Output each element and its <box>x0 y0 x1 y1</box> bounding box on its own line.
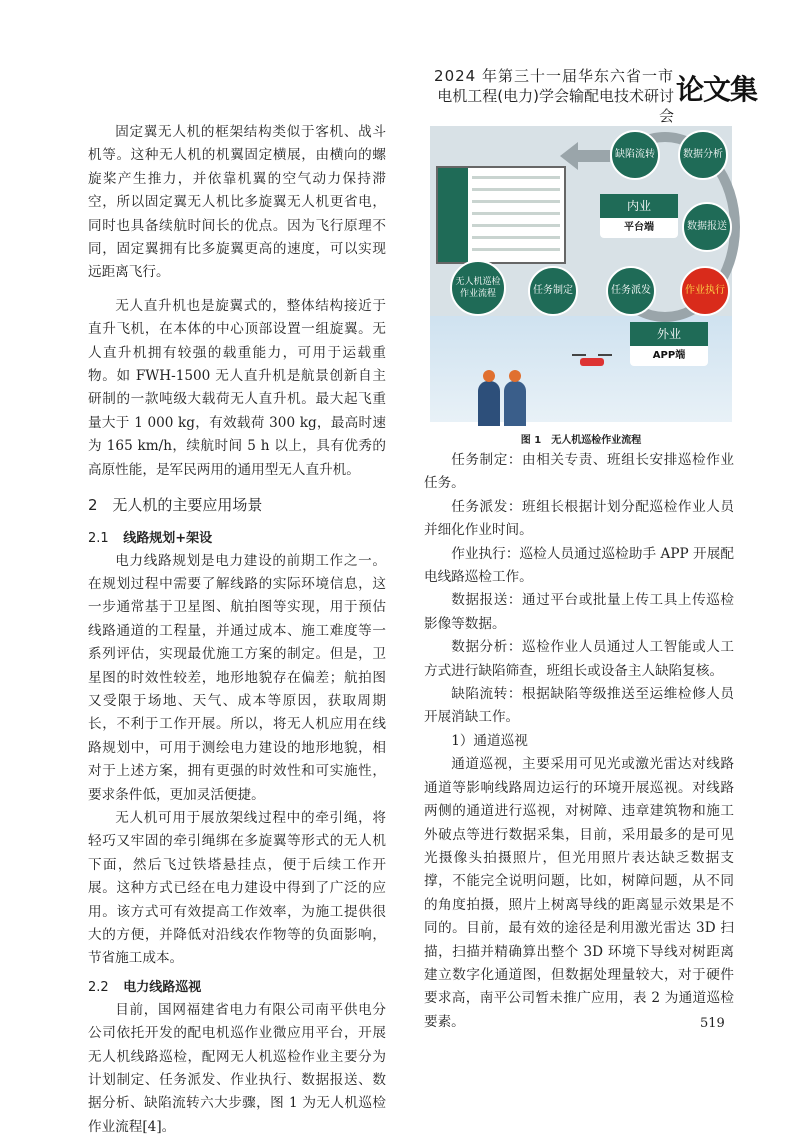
step-planning-text: 任务制定：由相关专责、班组长安排巡检作业任务。 <box>424 452 734 492</box>
platform-end-label: 平台端 <box>624 222 654 233</box>
workflow-center-label: 无人机巡检作业流程 <box>450 260 506 316</box>
figure-1-caption: 图 1 无人机巡检作业流程 <box>520 435 642 446</box>
drone-icon <box>580 358 604 366</box>
step-execution: 作业执行 <box>680 266 730 316</box>
paragraph-fixed-wing: 固定翼无人机的框架结构类似于客机、战斗机等。这种无人机的机翼固定横展，由横向的螺旋桨产生推力，并依靠机翼的空气动力保持滞空，所以固定翼无人机比多旋翼无人机更省电，同时也具备续航时间长的优点。因为飞行原理不同，固定翼拥有比多旋翼更高的速度，可以实现远距离飞行。 <box>88 124 386 281</box>
section-2-title: 无人机的主要应用场景 <box>112 496 263 515</box>
rotor-icon <box>598 354 612 356</box>
step-defect-text: 缺陷流转：根据缺陷等级推送至运维检修人员开展消缺工作。 <box>424 686 734 726</box>
rotor-icon <box>572 354 586 356</box>
app-end-label: APP端 <box>652 350 686 361</box>
platform-row <box>472 212 560 215</box>
page-number: 519 <box>700 1016 725 1031</box>
platform-row <box>472 200 560 203</box>
paragraph-line-inspection: 目前，国网福建省电力有限公司南平供电分公司依托开发的配电机巡作业微应用平台，开展无人机线路巡检，配网无人机巡检作业主要分为计划制定、任务派发、作业执行、数据报送、数据分析、缺陷流转六大步骤，图 1 为无人机巡检作业流程[4]。 <box>88 1001 386 1135</box>
section-2-1-number: 2.1 <box>88 530 109 546</box>
section-2-1-heading <box>88 528 386 550</box>
step-report-text: 数据报送：通过平台或批量上传工具上传巡检影像等数据。 <box>424 592 734 632</box>
right-column <box>424 449 734 1034</box>
helmet-icon <box>509 370 521 382</box>
arrow-shaft <box>576 150 610 162</box>
channel-inspection-paragraph: 通道巡视，主要采用可见光或激光雷达对线路通道等影响线路周边运行的环境开展巡视。对线路两侧的通道进行巡视，对树障、违章建筑物和施工外破点等进行数据采集，目前，采用最多的是可见光摄像头拍摄照片，但光用照片表达缺乏数据支撑，不能完全说明问题，比如，树障问题，从不同的角度拍摄，照片上树离导线的距离显示效果是不同的。目前，最有效的途径是利用激光雷达 3D 扫描，扫描并精确算出整个 3D 环境下导线对树距离建立数字化通道图，但数据处理量较大，对于硬件要求高，南平公司暂未推广应用，表 2 为通道巡检要素。 <box>424 756 734 1030</box>
channel-inspection-heading: 1）通道巡视 <box>451 732 528 749</box>
section-2-2-number: 2.2 <box>88 979 109 995</box>
section-2-2-title: 电力线路巡视 <box>123 979 202 995</box>
section-2-2-heading <box>88 977 386 999</box>
inner-work-label: 内业 <box>600 194 678 218</box>
platform-sidebar <box>438 168 468 262</box>
step-dispatch: 任务派发 <box>606 266 656 316</box>
platform-screenshot <box>436 166 566 264</box>
inspector-figure <box>478 381 500 426</box>
inspector-figure <box>504 381 526 426</box>
step-data-analysis: 数据分析 <box>678 130 728 180</box>
paragraph-line-planning: 电力线路规划是电力建设的前期工作之一。在规划过程中需要了解线路的实际环境信息，这一步通常基于卫星图、航拍图等实现，用于预估线路通道的工程量，并通过成本、施工难度等一系列评估，实现最优施工方案的制定。但是，卫星图的时效性较差，地形地貌存在偏差；航拍图又受限于场地、天气、成本等原因，获取周期长，不利于工作开展。所以，将无人机应用在线路规划中，可用于测绘电力建设的地形地貌，相对于上述方案，拥有更强的时效性和可实施性，要求条件低，更加灵活便捷。 <box>88 552 386 803</box>
step-execution-text: 作业执行：巡检人员通过巡检助手 APP 开展配电线路巡检工作。 <box>424 545 734 586</box>
step-planning: 任务制定 <box>528 266 578 316</box>
platform-row <box>472 188 560 191</box>
field-work-box <box>630 322 708 366</box>
conference-line-2: 电机工程(电力)学会输配电技术研讨会 <box>437 87 674 125</box>
page-header <box>0 0 800 125</box>
section-2-heading <box>88 494 386 517</box>
platform-row <box>472 248 560 251</box>
paragraph-helicopter: 无人直升机也是旋翼式的，整体结构接近于直升飞机，在本体的中心顶部设置一组旋翼。无人直升机拥有较强的载重能力，可用于运载重物。如 FWH-1500 无人直升机是航景创新自主研制的一款吨级大载荷无人直升机。最大起飞重量大于 1 000 kg，有效载荷 300 kg，最高时速为 165 km/h，续航时间 5 h 以上，具有优秀的高原性能，是军民两用的通用型无人直升机。 <box>88 297 386 478</box>
paragraph-stringing: 无人机可用于展放架线过程中的牵引绳，将轻巧又牢固的牵引绳绑在多旋翼等形式的无人机下面，然后飞过铁塔悬挂点，便于后续工作开展。这种方式已经在电力建设中得到了广泛的应用。该方式可有效提高工作效率，为施工提供很大的方便，并降低对沿线农作物等的负面影响，节省施工成本。 <box>88 809 386 967</box>
figure-1-workflow-diagram <box>430 126 732 422</box>
section-2-1-title: 线路规划+架设 <box>123 530 213 546</box>
platform-row <box>472 176 560 179</box>
conference-name <box>424 66 674 126</box>
platform-row <box>472 236 560 239</box>
field-work-label: 外业 <box>630 322 708 346</box>
step-defect-transfer: 缺陷流转 <box>610 130 660 180</box>
section-2-number: 2 <box>88 496 98 515</box>
inner-work-box <box>600 194 678 238</box>
conference-line-1: 2024 年第三十一届华东六省一市 <box>434 67 674 85</box>
step-data-report: 数据报送 <box>682 202 732 252</box>
helmet-icon <box>483 370 495 382</box>
left-column <box>88 121 386 1139</box>
step-dispatch-text: 任务派发：班组长根据计划分配巡检作业人员并细化作业时间。 <box>424 498 734 539</box>
proceedings-title: 论文集 <box>676 73 758 106</box>
step-analysis-text: 数据分析：巡检作业人员通过人工智能或人工方式进行缺陷筛查，班组长或设备主人缺陷复核。 <box>424 639 734 679</box>
platform-row <box>472 224 560 227</box>
